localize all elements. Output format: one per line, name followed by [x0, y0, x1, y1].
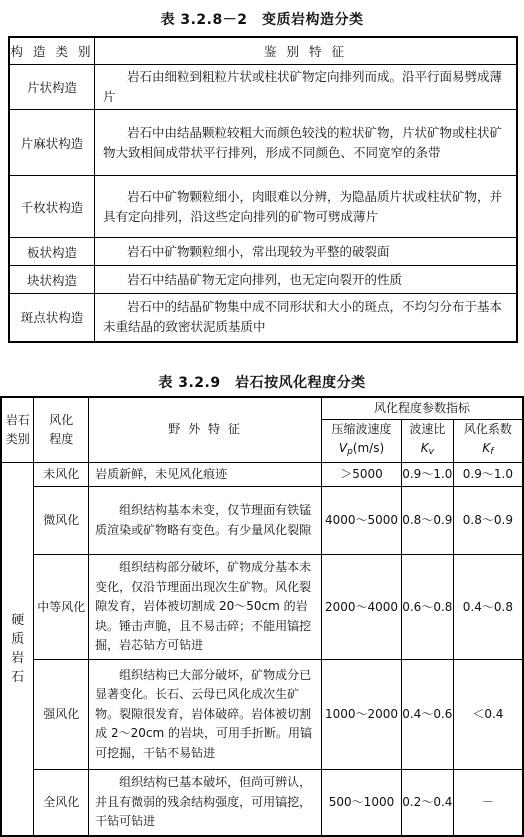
kf-cell: ＜0.4 [453, 660, 523, 770]
degree-cell: 中等风化 [34, 555, 89, 660]
degree-cell: 未风化 [34, 462, 89, 487]
feature-text: 岩石中的结晶矿物集中成不同形状和大小的斑点，不均匀分布于基本未重结晶的致密状泥质基质中 [103, 299, 503, 335]
degree-cell: 微风化 [34, 487, 89, 555]
vp-cell: 1000～2000 [322, 660, 402, 770]
table-row [1, 770, 523, 836]
feature-text: 岩石由细粒到粗粒片状或柱状矿物定向排列而成。沿平行面易劈成薄片 [103, 69, 503, 104]
vp-cell: 500～1000 [322, 770, 402, 836]
table-row [9, 294, 517, 342]
weathering-degree-table [0, 396, 524, 837]
feature-cell [95, 238, 518, 266]
feature-cell [95, 294, 518, 342]
feature-text: 岩石中矿物颗粒细小，肉眼难以分辨，为隐晶质片状或柱状矿物，并具有定向排列，沿这些定向排列的矿物可劈成薄片 [103, 188, 503, 224]
table-row [9, 176, 517, 238]
table1-title: 表 3.2.8－2 变质岩构造分类 [160, 12, 364, 28]
feature-cell [89, 555, 322, 660]
feature-cell: 岩质新鲜，未见风化痕迹 [89, 462, 322, 487]
header-feature: 鉴 别 特 征 [95, 37, 518, 65]
category-cell: 板状构造 [9, 238, 95, 266]
metamorphic-structure-table [8, 36, 518, 343]
table-row [1, 487, 523, 555]
table-row [9, 110, 517, 176]
category-cell: 斑点状构造 [9, 294, 95, 342]
feature-cell [95, 65, 518, 110]
category-cell: 千枚状构造 [9, 176, 95, 238]
feature-text: 组织结构已大部分破坏，矿物成分已显著变化。长石、云母已风化成次生矿物。裂隙很发育，岩体破碎。岩体被切割成 2～20cm 的岩块，可用手折断。用镐可挖掘，干钻不易钻进 [95, 667, 312, 760]
header-degree: 风化 程度 [34, 397, 89, 462]
table-row [9, 266, 517, 294]
feature-text: 组织结构部分破坏，矿物成分基本未变化，仅沿节理面出现次生矿物。风化裂隙发育，岩体被切割成 20～50cm 的岩块。锤击声脆，且不易击碎；不能用镐挖掘，岩芯钻方可钻进 [95, 560, 312, 653]
vp-cell: 2000～4000 [322, 555, 402, 660]
header-vp: 压缩波速度 $V_p(m/s)$ [322, 419, 402, 462]
kf-cell: － [453, 770, 523, 836]
feature-cell [89, 770, 322, 836]
feature-text: 岩石中由结晶颗粒较粗大而颜色较浅的粒状矿物，片状矿物或柱状矿物大致相间成带状平行排列，形成不同颜色、不同宽窄的条带 [103, 124, 503, 160]
kf-cell: 0.4～0.8 [453, 555, 523, 660]
table-row [1, 462, 523, 487]
kv-cell: 0.4～0.6 [401, 660, 453, 770]
kv-cell: 0.9～1.0 [401, 462, 453, 487]
header-kv: 波速比 $K_v$ [401, 419, 453, 462]
kf-cell: 0.8～0.9 [453, 487, 523, 555]
table-row [1, 555, 523, 660]
feature-cell [89, 660, 322, 770]
header-params: 风化程度参数指标 [322, 397, 523, 419]
table2-title: 表 3.2.9 岩石按风化程度分类 [158, 375, 366, 391]
header-field-feature: 野 外 特 征 [89, 397, 322, 462]
kf-cell: 0.9～1.0 [453, 462, 523, 487]
feature-text: 组织结构已基本破坏，但尚可辨认，并且有微弱的残余结构强度，可用镐挖，干钻可钻进 [95, 775, 312, 828]
table-row [9, 65, 517, 110]
kv-cell: 0.2～0.4 [401, 770, 453, 836]
header-kf: 风化系数 $K_f$ [453, 419, 523, 462]
feature-cell [89, 487, 322, 555]
category-cell: 片麻状构造 [9, 110, 95, 176]
header-rock-type: 岩石 类别 [1, 397, 34, 462]
degree-cell: 强风化 [34, 660, 89, 770]
category-cell: 片状构造 [9, 65, 95, 110]
table-header-row [1, 397, 523, 419]
vp-cell: 4000～5000 [322, 487, 402, 555]
feature-text: 岩石中矿物颗粒细小，常出现较为平整的破裂面 [127, 243, 390, 259]
table-row [1, 660, 523, 770]
table-header-row [9, 37, 517, 65]
feature-cell [95, 266, 518, 294]
category-cell: 块状构造 [9, 266, 95, 294]
feature-cell [95, 110, 518, 176]
feature-text: 组织结构基本未变，仅节理面有铁锰质渲染或矿物略有变色。有少量风化裂隙 [95, 503, 312, 537]
rock-type-cell: 硬 质 岩 石 [1, 462, 34, 836]
degree-cell: 全风化 [34, 770, 89, 836]
table-row [9, 238, 517, 266]
vp-cell: ＞5000 [322, 462, 402, 487]
header-category: 构 造 类 别 [9, 37, 95, 65]
kv-cell: 0.6～0.8 [401, 555, 453, 660]
kv-cell: 0.8～0.9 [401, 487, 453, 555]
feature-text: 岩石中结晶矿物无定向排列，也无定向裂开的性质 [127, 271, 403, 287]
feature-cell [95, 176, 518, 238]
